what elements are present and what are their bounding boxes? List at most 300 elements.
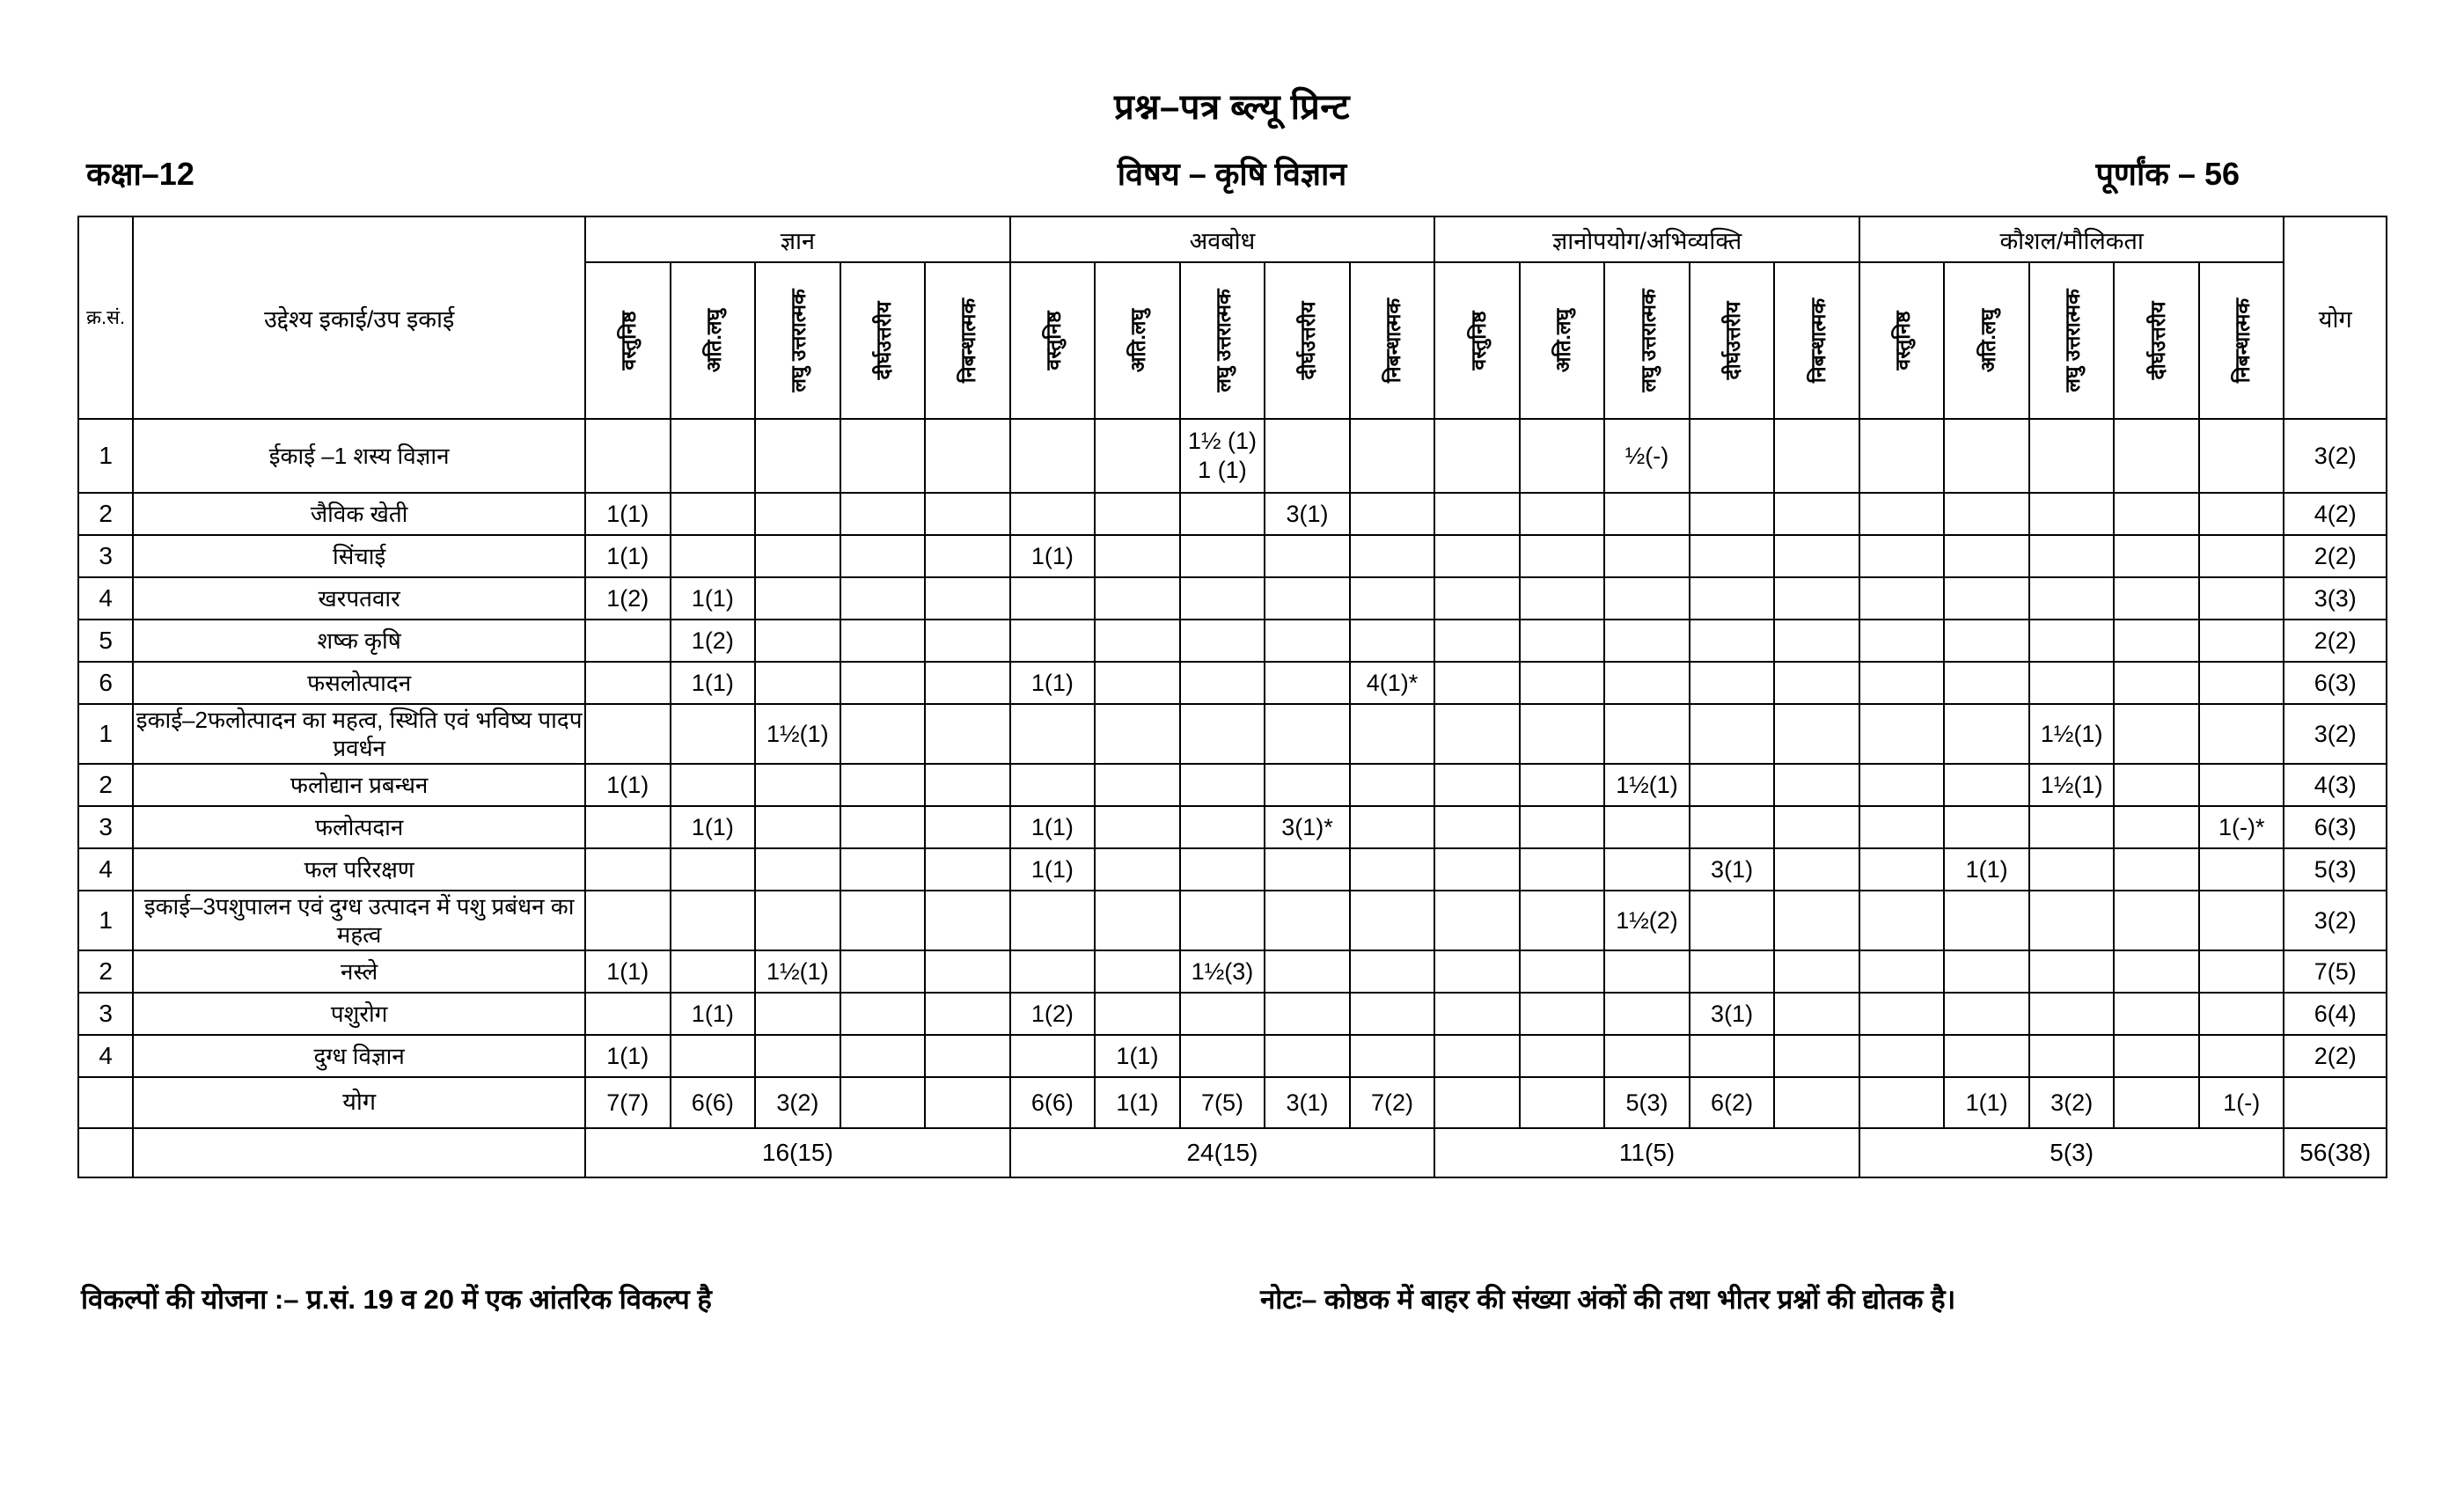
- mark-cell: [1944, 704, 2029, 764]
- row-unit-label: फलोत्पदान: [133, 806, 585, 848]
- row-unit-label: फसलोत्पादन: [133, 662, 585, 704]
- mark-cell: [1604, 620, 1690, 662]
- mark-cell: [1265, 535, 1350, 577]
- mark-cell: [925, 620, 1010, 662]
- mark-cell: [1520, 662, 1605, 704]
- mark-cell: [840, 950, 926, 993]
- mark-cell: [1265, 704, 1350, 764]
- mark-cell: 1(1): [1010, 535, 1096, 577]
- mark-cell: 1(1): [585, 764, 671, 806]
- mark-cell: [671, 891, 756, 950]
- mark-cell: [840, 577, 926, 620]
- totals-cell: [1520, 1077, 1605, 1128]
- mark-cell: 1(1): [585, 950, 671, 993]
- group-total-gyan: 16(15): [585, 1128, 1010, 1177]
- row-unit-label: फल परिरक्षण: [133, 848, 585, 891]
- totals-cell: 6(6): [671, 1077, 756, 1128]
- mark-cell: [1095, 704, 1180, 764]
- mark-cell: [585, 662, 671, 704]
- mark-cell: [840, 993, 926, 1035]
- mark-cell: [2114, 419, 2199, 493]
- mark-cell: [1095, 950, 1180, 993]
- mark-cell: [1095, 764, 1180, 806]
- mark-cell: [1774, 577, 1859, 620]
- mark-cell: [1350, 764, 1435, 806]
- totals-cell: [1774, 1077, 1859, 1128]
- mark-cell: 1(2): [1010, 993, 1096, 1035]
- mark-cell: [1350, 535, 1435, 577]
- mark-cell: [1434, 704, 1520, 764]
- mark-cell: [2029, 662, 2115, 704]
- row-total-cell: 2(2): [2284, 1035, 2387, 1077]
- mark-cell: 3(1): [1690, 993, 1775, 1035]
- mark-cell: [1690, 620, 1775, 662]
- mark-cell: [1859, 764, 1945, 806]
- totals-cell: 3(2): [755, 1077, 840, 1128]
- mark-cell: [2114, 993, 2199, 1035]
- mark-cell: [925, 662, 1010, 704]
- mark-cell: [1265, 1035, 1350, 1077]
- mark-cell: [925, 950, 1010, 993]
- mark-cell: [1859, 806, 1945, 848]
- mark-cell: [1010, 620, 1096, 662]
- mark-cell: [755, 620, 840, 662]
- mark-cell: [1180, 993, 1265, 1035]
- mark-cell: [2199, 419, 2284, 493]
- sub-header-u-1: अति.लघु: [1520, 262, 1605, 419]
- row-unit-label: इकाई–3पशुपालन एवं दुग्ध उत्पादन में पशु प्रबंधन का महत्व: [133, 891, 585, 950]
- mark-cell: [1944, 806, 2029, 848]
- row-serial: 3: [78, 806, 133, 848]
- totals-cell: 1(1): [1944, 1077, 2029, 1128]
- mark-cell: [1690, 535, 1775, 577]
- row-serial: 1: [78, 419, 133, 493]
- row-total-cell: 6(3): [2284, 662, 2387, 704]
- sub-header-g-3: दीर्घउत्तरीय: [840, 262, 926, 419]
- mark-cell: [1350, 493, 1435, 535]
- mark-cell: [1774, 419, 1859, 493]
- mark-cell: [2114, 662, 2199, 704]
- mark-cell: [1774, 704, 1859, 764]
- mark-cell: [1859, 662, 1945, 704]
- mark-cell: [1690, 577, 1775, 620]
- mark-cell: [1520, 535, 1605, 577]
- mark-cell: [2114, 764, 2199, 806]
- mark-cell: [1265, 620, 1350, 662]
- mark-cell: [1520, 806, 1605, 848]
- mark-cell: [755, 577, 840, 620]
- mark-cell: [1180, 891, 1265, 950]
- mark-cell: [671, 848, 756, 891]
- mark-cell: [1350, 806, 1435, 848]
- mark-cell: [1095, 493, 1180, 535]
- mark-cell: [2199, 891, 2284, 950]
- totals-cell: 7(5): [1180, 1077, 1265, 1128]
- mark-cell: [2114, 1035, 2199, 1077]
- mark-cell: [1434, 493, 1520, 535]
- mark-cell: [925, 535, 1010, 577]
- sub-header-u-3: दीर्घउत्तरीय: [1690, 262, 1775, 419]
- mark-cell: [755, 806, 840, 848]
- mark-cell: [1265, 848, 1350, 891]
- mark-cell: [1944, 419, 2029, 493]
- mark-cell: [840, 806, 926, 848]
- mark-cell: [1604, 535, 1690, 577]
- mark-cell: [2199, 620, 2284, 662]
- row-serial: 2: [78, 493, 133, 535]
- row-serial: 2: [78, 950, 133, 993]
- mark-cell: [1520, 950, 1605, 993]
- mark-cell: [1859, 891, 1945, 950]
- mark-cell: [1944, 535, 2029, 577]
- group-total-avbodh: 24(15): [1010, 1128, 1435, 1177]
- mark-cell: [2199, 1035, 2284, 1077]
- mark-cell: [925, 848, 1010, 891]
- mark-cell: [755, 493, 840, 535]
- mark-cell: [1604, 950, 1690, 993]
- mark-cell: [585, 620, 671, 662]
- mark-cell: [1010, 1035, 1096, 1077]
- table-row: [78, 848, 2387, 891]
- row-serial: 1: [78, 891, 133, 950]
- mark-cell: 3(1): [1690, 848, 1775, 891]
- group-header-gyan: ज्ञान: [585, 216, 1010, 262]
- mark-cell: [1604, 806, 1690, 848]
- mark-cell: 1(1): [585, 1035, 671, 1077]
- mark-cell: 1(1): [1010, 848, 1096, 891]
- mark-cell: [1265, 577, 1350, 620]
- mark-cell: 1(2): [671, 620, 756, 662]
- mark-cell: [1774, 493, 1859, 535]
- bracket-note: नोटः– कोष्ठक में बाहर की संख्या अंकों की तथा भीतर प्रश्नों की द्योतक है।: [1260, 1284, 1956, 1315]
- mark-cell: [1095, 891, 1180, 950]
- table-row: [78, 1035, 2387, 1077]
- mark-cell: [671, 1035, 756, 1077]
- sub-header-u-4: निबन्धात्मक: [1774, 262, 1859, 419]
- row-total-cell: 2(2): [2284, 535, 2387, 577]
- mark-cell: [755, 764, 840, 806]
- mark-cell: [1180, 806, 1265, 848]
- mark-cell: [1859, 848, 1945, 891]
- mark-cell: [925, 419, 1010, 493]
- group-header-row: [78, 216, 2387, 262]
- mark-cell: [755, 535, 840, 577]
- mark-cell: [1690, 419, 1775, 493]
- mark-cell: [1180, 848, 1265, 891]
- sub-header-k-3: दीर्घउत्तरीय: [2114, 262, 2199, 419]
- mark-cell: [1350, 848, 1435, 891]
- footer-notes: [0, 1280, 2464, 1333]
- mark-cell: [1944, 993, 2029, 1035]
- mark-cell: [2199, 950, 2284, 993]
- mark-cell: [1350, 577, 1435, 620]
- mark-cell: [925, 493, 1010, 535]
- sub-header-g-0: वस्तुनिष्ठ: [585, 262, 671, 419]
- mark-cell: [1350, 891, 1435, 950]
- row-unit-label: सिंचाई: [133, 535, 585, 577]
- mark-cell: [1774, 848, 1859, 891]
- totals-cell: [840, 1077, 926, 1128]
- mark-cell: [1265, 950, 1350, 993]
- mark-cell: 1(1): [1010, 662, 1096, 704]
- mark-cell: [1944, 577, 2029, 620]
- mark-cell: [1434, 764, 1520, 806]
- mark-cell: [1265, 419, 1350, 493]
- row-total-cell: 7(5): [2284, 950, 2387, 993]
- mark-cell: 1(1): [1944, 848, 2029, 891]
- mark-cell: [1604, 493, 1690, 535]
- mark-cell: [1859, 1035, 1945, 1077]
- mark-cell: [1520, 577, 1605, 620]
- group-totals-serial-blank: [78, 1128, 133, 1177]
- mark-cell: [585, 806, 671, 848]
- table-row: [78, 891, 2387, 950]
- mark-cell: [1095, 662, 1180, 704]
- mark-cell: [1095, 993, 1180, 1035]
- mark-cell: [1944, 1035, 2029, 1077]
- mark-cell: [1690, 493, 1775, 535]
- mark-cell: 1(1): [671, 662, 756, 704]
- table-row: [78, 620, 2387, 662]
- mark-cell: [2199, 764, 2284, 806]
- mark-cell: [840, 493, 926, 535]
- mark-cell: [755, 848, 840, 891]
- mark-cell: [1095, 620, 1180, 662]
- row-unit-label: फलोद्यान प्रबन्धन: [133, 764, 585, 806]
- mark-cell: [1010, 891, 1096, 950]
- mark-cell: [1434, 419, 1520, 493]
- mark-cell: [1350, 704, 1435, 764]
- mark-cell: [1774, 764, 1859, 806]
- mark-cell: [1774, 891, 1859, 950]
- totals-cell: 3(1): [1265, 1077, 1350, 1128]
- mark-cell: [1604, 704, 1690, 764]
- mark-cell: [1520, 620, 1605, 662]
- row-unit-label: खरपतवार: [133, 577, 585, 620]
- mark-cell: [1944, 620, 2029, 662]
- sub-header-k-4: निबन्धात्मक: [2199, 262, 2284, 419]
- mark-cell: [2199, 535, 2284, 577]
- mark-cell: [2029, 950, 2115, 993]
- mark-cell: [585, 419, 671, 493]
- mark-cell: [1434, 891, 1520, 950]
- mark-cell: [2114, 806, 2199, 848]
- totals-grand-blank: [2284, 1077, 2387, 1128]
- mark-cell: [1350, 1035, 1435, 1077]
- mark-cell: [1774, 950, 1859, 993]
- table-row: [78, 535, 2387, 577]
- mark-cell: [1010, 704, 1096, 764]
- mark-cell: [1434, 662, 1520, 704]
- mark-cell: [1180, 662, 1265, 704]
- mark-cell: [1180, 620, 1265, 662]
- col-header-unit: उद्देश्य इकाई/उप इकाई: [133, 216, 585, 419]
- totals-cell: 3(2): [2029, 1077, 2115, 1128]
- row-total-cell: 4(3): [2284, 764, 2387, 806]
- mark-cell: [1604, 848, 1690, 891]
- mark-cell: [1520, 764, 1605, 806]
- sub-header-g-2: लघु उत्तरात्मक: [755, 262, 840, 419]
- row-serial: 5: [78, 620, 133, 662]
- mark-cell: 1½(1): [2029, 704, 2115, 764]
- mark-cell: [585, 848, 671, 891]
- mark-cell: [1520, 848, 1605, 891]
- mark-cell: [755, 419, 840, 493]
- sub-header-a-4: निबन्धात्मक: [1350, 262, 1435, 419]
- mark-cell: [2199, 662, 2284, 704]
- sub-header-u-2: लघु उत्तरात्मक: [1604, 262, 1690, 419]
- mark-cell: [2199, 848, 2284, 891]
- sub-header-a-3: दीर्घउत्तरीय: [1265, 262, 1350, 419]
- mark-cell: [925, 993, 1010, 1035]
- max-marks-label: पूर्णांक – 56: [2095, 156, 2240, 192]
- mark-cell: [1944, 950, 2029, 993]
- table-row: [78, 950, 2387, 993]
- mark-cell: [2114, 620, 2199, 662]
- mark-cell: [925, 806, 1010, 848]
- sub-header-g-1: अति.लघु: [671, 262, 756, 419]
- mark-cell: [1350, 620, 1435, 662]
- table-body: [78, 419, 2387, 1177]
- mark-cell: [1774, 1035, 1859, 1077]
- mark-cell: [1010, 764, 1096, 806]
- mark-cell: [671, 419, 756, 493]
- mark-cell: [2114, 535, 2199, 577]
- mark-cell: [1859, 950, 1945, 993]
- row-serial: 6: [78, 662, 133, 704]
- sub-header-g-4: निबन्धात्मक: [925, 262, 1010, 419]
- mark-cell: [1690, 891, 1775, 950]
- totals-row-label: योग: [133, 1077, 585, 1128]
- mark-cell: [755, 1035, 840, 1077]
- mark-cell: [1690, 950, 1775, 993]
- mark-cell: [1520, 891, 1605, 950]
- mark-cell: [2199, 493, 2284, 535]
- row-serial: 2: [78, 764, 133, 806]
- mark-cell: [1010, 950, 1096, 993]
- mark-cell: [2114, 848, 2199, 891]
- row-serial: 1: [78, 704, 133, 764]
- totals-cell: 1(1): [1095, 1077, 1180, 1128]
- mark-cell: [1350, 419, 1435, 493]
- table-row: [78, 806, 2387, 848]
- mark-cell: [2029, 577, 2115, 620]
- mark-cell: [840, 704, 926, 764]
- row-total-cell: 3(2): [2284, 891, 2387, 950]
- group-header-avbodh: अवबोध: [1010, 216, 1435, 262]
- mark-cell: [1774, 993, 1859, 1035]
- mark-cell: [1859, 577, 1945, 620]
- totals-cell: 7(2): [1350, 1077, 1435, 1128]
- mark-cell: [840, 662, 926, 704]
- row-serial: 4: [78, 1035, 133, 1077]
- mark-cell: 1½ (1) 1 (1): [1180, 419, 1265, 493]
- totals-cell: [925, 1077, 1010, 1128]
- mark-cell: 1(1): [1010, 806, 1096, 848]
- mark-cell: 1(1): [585, 535, 671, 577]
- mark-cell: [1180, 764, 1265, 806]
- mark-cell: [1095, 848, 1180, 891]
- mark-cell: [925, 704, 1010, 764]
- totals-cell: 1(-): [2199, 1077, 2284, 1128]
- mark-cell: [1434, 535, 1520, 577]
- totals-cell: 7(7): [585, 1077, 671, 1128]
- mark-cell: 1(1): [671, 577, 756, 620]
- row-total-cell: 3(3): [2284, 577, 2387, 620]
- mark-cell: [1265, 891, 1350, 950]
- mark-cell: [925, 1035, 1010, 1077]
- mark-cell: 1½(1): [755, 950, 840, 993]
- col-header-sn: क्र.सं.: [78, 216, 133, 419]
- grand-total-cell: 56(38): [2284, 1128, 2387, 1177]
- table-row: [78, 493, 2387, 535]
- mark-cell: [2029, 1035, 2115, 1077]
- subject-label: विषय – कृषि विज्ञान: [1117, 156, 1347, 192]
- mark-cell: [1180, 493, 1265, 535]
- mark-cell: [1520, 493, 1605, 535]
- row-serial: 4: [78, 577, 133, 620]
- mark-cell: [1520, 993, 1605, 1035]
- mark-cell: [1010, 419, 1096, 493]
- mark-cell: [1095, 535, 1180, 577]
- mark-cell: [925, 764, 1010, 806]
- mark-cell: [585, 993, 671, 1035]
- mark-cell: [1010, 577, 1096, 620]
- row-total-cell: 4(2): [2284, 493, 2387, 535]
- mark-cell: [1350, 950, 1435, 993]
- mark-cell: [1434, 620, 1520, 662]
- row-total-cell: 5(3): [2284, 848, 2387, 891]
- mark-cell: [1774, 535, 1859, 577]
- mark-cell: [1604, 577, 1690, 620]
- mark-cell: [840, 535, 926, 577]
- mark-cell: 1(1): [585, 493, 671, 535]
- mark-cell: 4(1)*: [1350, 662, 1435, 704]
- mark-cell: [1265, 764, 1350, 806]
- mark-cell: [1690, 806, 1775, 848]
- mark-cell: [1690, 1035, 1775, 1077]
- sub-header-k-0: वस्तुनिष्ठ: [1859, 262, 1945, 419]
- table-row: [78, 704, 2387, 764]
- mark-cell: [1859, 704, 1945, 764]
- totals-cell: 6(2): [1690, 1077, 1775, 1128]
- totals-cell: 5(3): [1604, 1077, 1690, 1128]
- totals-cell: 6(6): [1010, 1077, 1096, 1128]
- mark-cell: [671, 950, 756, 993]
- mark-cell: [1859, 493, 1945, 535]
- mark-cell: [925, 577, 1010, 620]
- mark-cell: [1434, 848, 1520, 891]
- mark-cell: 1½(2): [1604, 891, 1690, 950]
- mark-cell: [1604, 1035, 1690, 1077]
- mark-cell: [1690, 764, 1775, 806]
- table-row: [78, 662, 2387, 704]
- col-header-total: योग: [2284, 216, 2387, 419]
- totals-row: [78, 1077, 2387, 1128]
- mark-cell: [1604, 662, 1690, 704]
- blueprint-table-wrap: [77, 216, 2387, 1178]
- mark-cell: [1520, 419, 1605, 493]
- mark-cell: [840, 764, 926, 806]
- mark-cell: [840, 419, 926, 493]
- mark-cell: [2114, 704, 2199, 764]
- row-unit-label: जैविक खेती: [133, 493, 585, 535]
- mark-cell: 1(-)*: [2199, 806, 2284, 848]
- sub-header-u-0: वस्तुनिष्ठ: [1434, 262, 1520, 419]
- row-total-cell: 6(3): [2284, 806, 2387, 848]
- row-unit-label: इकाई–2फलोत्पादन का महत्व, स्थिति एवं भविष्य पादप प्रवर्धन: [133, 704, 585, 764]
- mark-cell: [1944, 493, 2029, 535]
